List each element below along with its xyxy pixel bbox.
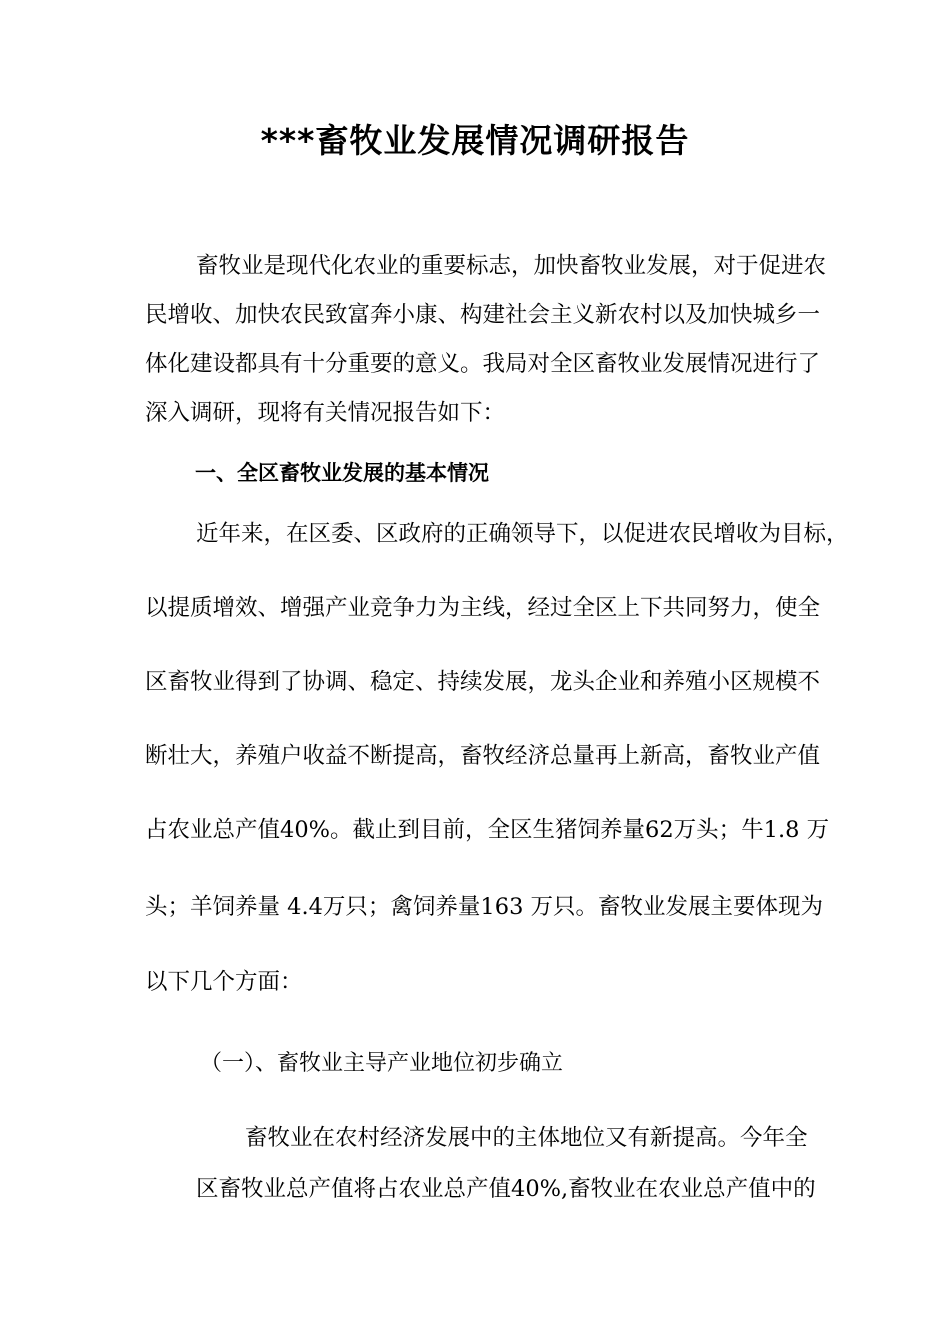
intro-line-3: 体化建设都具有十分重要的意义。我局对全区畜牧业发展情况进行了 <box>145 351 821 377</box>
section-heading: 一、全区畜牧业发展的基本情况 <box>195 461 489 485</box>
intro-line-1: 畜牧业是现代化农业的重要标志，加快畜牧业发展，对于促进农 <box>196 253 827 279</box>
subsection1-line-1: 畜牧业在农村经济发展中的主体地位又有新提高。今年全 <box>245 1125 808 1151</box>
subsection1-line-2: 区畜牧业总产值将占农业总产值40%,畜牧业在农业总产值中的 <box>196 1176 816 1202</box>
intro-line-4: 深入调研，现将有关情况报告如下： <box>145 400 506 426</box>
section1-line-5: 占农业总产值40%。截止到目前，全区生猪饲养量62万头；牛1.8 万 <box>145 817 830 843</box>
section1-line-7: 以下几个方面： <box>145 969 303 995</box>
intro-line-2: 民增收、加快农民致富奔小康、构建社会主义新农村以及加快城乡一 <box>145 302 821 328</box>
section1-line-3: 区畜牧业得到了协调、稳定、持续发展，龙头企业和养殖小区规模不 <box>145 669 821 695</box>
section1-line-1: 近年来，在区委、区政府的正确领导下，以促进农民增收为目标， <box>196 521 849 547</box>
section1-line-4: 断壮大，养殖户收益不断提高，畜牧经济总量再上新高，畜牧业产值 <box>145 743 821 769</box>
subsection-heading: （一）、畜牧业主导产业地位初步确立 <box>200 1051 564 1076</box>
section1-line-6: 头；羊饲养量 4.4万只；禽饲养量163 万只。畜牧业发展主要体现为 <box>145 894 824 920</box>
document-title: ***畜牧业发展情况调研报告 <box>260 121 690 160</box>
section1-line-2: 以提质增效、增强产业竞争力为主线，经过全区上下共同努力，使全 <box>145 595 821 621</box>
